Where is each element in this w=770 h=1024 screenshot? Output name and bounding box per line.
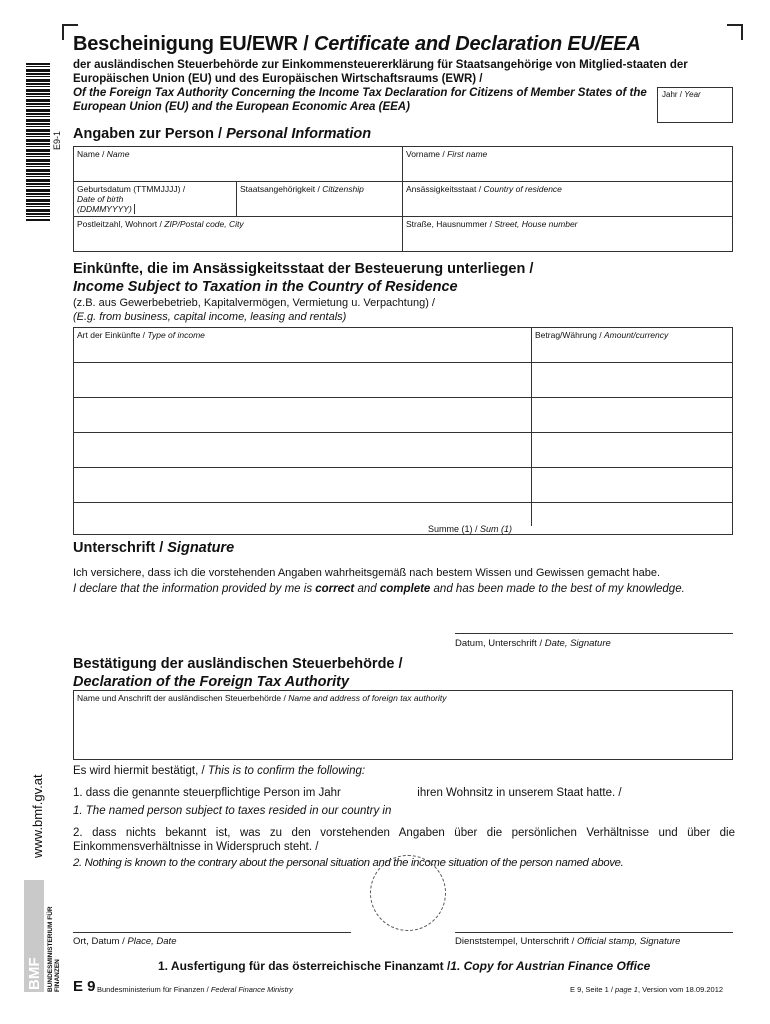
zip-city-field[interactable]: Postleitzahl, Wohnort / ZIP/Postal code, City [73,216,403,252]
income-type-header: Art der Einkünfte / Type of income [77,330,205,340]
income-amount-input[interactable] [532,363,732,397]
firstname-field[interactable]: Vorname / First name [402,146,733,182]
income-amount-input[interactable] [532,398,732,432]
official-stamp-line[interactable] [455,932,733,933]
income-type-input[interactable] [74,398,531,432]
declaration-text: Ich versichere, dass ich die vorstehenden Angaben wahrheitsgemäß nach bestem Wissen und Gewissen gemacht habe. I declare that the information provided by me is correct and complete and has been made to the best of my knowledge. [73,567,685,595]
income-table [73,327,733,535]
bmf-logo [24,880,44,992]
street-field[interactable]: Straße, Hausnummer / Street, House number [402,216,733,252]
barcode [26,63,50,221]
dob-field[interactable]: Geburtsdatum (TTMMJJJJ) / Date of birth (DDMMYYYY) [73,181,237,217]
signature-line[interactable] [455,633,733,634]
intro-text: der ausländischen Steuerbehörde zur Einkommensteuererklärung für Staatsangehörige von Mitglied-staaten der Europäischen Union (EU) und des Europäischen Wirtschaftsraums (EWR) / Of the Foreign Tax Authority Concerning the Income Tax Declaration for Citizens of Member States of the European Union (EU) and the European Economic Area (EEA) [73,59,688,113]
website-link[interactable]: www.bmf.gv.at [30,774,45,858]
income-heading: Einkünfte, die im Ansässigkeitsstaat der Besteuerung unterliegen / Income Subject to Taxation in the Country of Residence [73,261,534,295]
place-date-line[interactable] [73,932,351,933]
income-examples: (z.B. aus Gewerbebetrieb, Kapitalvermögen, Vermietung u. Verpachtung) / (E.g. from business, capital income, leasing and rentals) [73,297,435,323]
page-version: E 9, Seite 1 / page 1, Version vom 18.09.2012 [570,985,724,994]
sum-label: Summe (1) / Sum (1) [428,524,513,534]
corner-mark-right [727,24,743,40]
sum-amount-input[interactable] [532,503,732,535]
confirm-item-1: 1. dass die genannte steuerpflichtige Person im Jahr ihren Wohnsitz in unserem Staat hatte. / 1. The named person subject to taxes resided in our country in [73,787,622,817]
copy-note: 1. Ausfertigung für das österreichische Finanzamt /1. Copy for Austrian Finance Office [158,959,651,973]
place-date-label: Ort, Datum / Place, Date [73,936,177,947]
year-field[interactable]: Jahr / Year [657,87,733,123]
personal-info-heading: Angaben zur Person / Personal Information [73,126,372,142]
income-amount-input[interactable] [532,468,732,502]
income-amount-header: Betrag/Währung / Amount/currency [535,330,669,340]
signature-heading: Unterschrift / Signature [73,540,235,556]
page-title: Bescheinigung EU/EWR / Certificate and Declaration EU/EEA [73,33,641,55]
confirm-item-2: 2. dass nichts bekannt ist, was zu den vorstehenden Angaben über die persönlichen Verhältnisse und über die Einkommensverhältnisse in Widerspruch steht. / 2. Nothing is known to the contrary about the personal situation and the income situation of the person named above. [73,827,735,869]
residence-country-field[interactable]: Ansässigkeitsstaat / Country of residence [402,181,733,217]
income-type-input[interactable] [74,468,531,502]
authority-name-field[interactable]: Name und Anschrift der ausländischen Steuerbehörde / Name and address of foreign tax authority [73,690,733,760]
income-amount-input[interactable] [532,433,732,467]
ministry-footer: Bundesministerium für Finanzen / Federal Finance Ministry [97,985,293,994]
form-code-side: E9-1 [52,130,62,150]
form-code: E 9 [73,978,96,995]
signature-line-label: Datum, Unterschrift / Date, Signature [455,638,611,649]
citizenship-field[interactable]: Staatsangehörigkeit / Citizenship [236,181,403,217]
authority-heading: Bestätigung der ausländischen Steuerbehörde / Declaration of the Foreign Tax Authority [73,656,403,690]
income-type-input[interactable] [74,433,531,467]
ministry-logo-subtitle: BUNDESMINISTERIUM FÜR FINANZEN [47,906,61,992]
bmf-logo-text: BMF [26,957,43,990]
confirm-intro: Es wird hiermit bestätigt, / This is to confirm the following: [73,765,366,777]
stamp-area [370,855,446,931]
income-type-input[interactable] [74,363,531,397]
official-stamp-label: Dienststempel, Unterschrift / Official stamp, Signature [455,936,681,947]
name-field[interactable]: Name / Name [73,146,403,182]
